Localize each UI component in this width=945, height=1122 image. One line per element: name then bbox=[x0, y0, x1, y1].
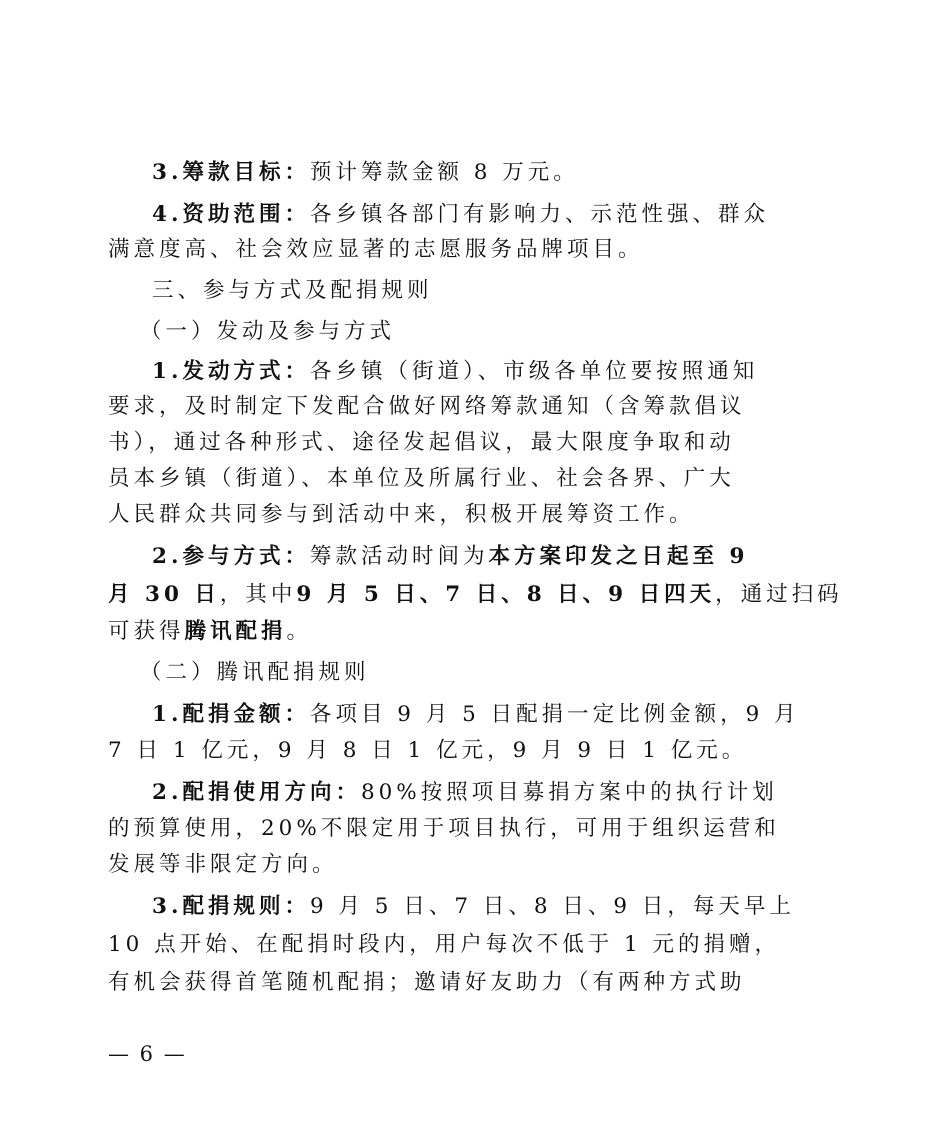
paragraph-line: 有机会获得首笔随机配捐；邀请好友助力（有两种方式助 bbox=[108, 970, 746, 995]
section-heading: 三、参与方式及配捐规则 bbox=[152, 278, 433, 303]
item-text: 。 bbox=[286, 619, 313, 644]
paragraph-line bbox=[0, 158, 945, 188]
item-heading: 3.筹款目标： bbox=[152, 160, 310, 185]
emphasis-text: 9 月 5 日、7 日、8 日、9 日四天 bbox=[296, 582, 716, 607]
item-text: 各乡镇各部门有影响力、示范性强、群众 bbox=[309, 202, 769, 227]
paragraph-line: 人民群众共同参与到活动中来，积极开展筹资工作。 bbox=[108, 502, 695, 527]
paragraph-line: 书），通过各种形式、途径发起倡议，最大限度争取和动 bbox=[108, 430, 735, 455]
paragraph-line: 发展等非限定方向。 bbox=[108, 852, 338, 877]
item-text: 各乡镇（街道）、市级各单位要按照通知 bbox=[309, 359, 759, 384]
paragraph-line: 要求，及时制定下发配合做好网络筹款通知（含筹款倡议 bbox=[108, 394, 746, 419]
paragraph-line bbox=[0, 357, 945, 387]
item-heading: 3.配捐规则： bbox=[152, 894, 310, 919]
item-text: ，其中 bbox=[219, 582, 297, 607]
paragraph-line bbox=[0, 892, 945, 922]
item-text: ，通过扫码 bbox=[715, 582, 843, 607]
item-heading: 2.参与方式： bbox=[152, 544, 310, 569]
emphasis-text: 月 30 日 bbox=[108, 582, 220, 607]
paragraph-line bbox=[0, 778, 945, 808]
paragraph-line: 员本乡镇（街道）、本单位及所属行业、社会各界、广大 bbox=[108, 466, 735, 491]
emphasis-text: 腾讯配捐 bbox=[184, 619, 287, 644]
subsection-heading: （一）发动及参与方式 bbox=[140, 319, 396, 344]
paragraph-line bbox=[0, 200, 945, 230]
paragraph-line bbox=[0, 700, 945, 730]
item-text: 9 月 5 日、7 日、8 日、9 日，每天早上 bbox=[309, 894, 795, 919]
paragraph-line bbox=[0, 580, 901, 610]
paragraph-line: 7 日 1 亿元，9 月 8 日 1 亿元，9 月 9 日 1 亿元。 bbox=[108, 738, 748, 763]
item-heading: 2.配捐使用方向： bbox=[152, 780, 361, 805]
paragraph-line: 10 点开始、在配捐时段内，用户每次不低于 1 元的捐赠， bbox=[108, 932, 781, 957]
paragraph-line: 满意度高、社会效应显著的志愿服务品牌项目。 bbox=[108, 237, 644, 262]
item-text: 各项目 9 月 5 日配捐一定比例金额，9 月 bbox=[309, 702, 800, 727]
emphasis-text: 本方案印发之日起至 9 bbox=[488, 544, 749, 569]
page-number: — 6 — bbox=[108, 1042, 187, 1066]
item-heading: 1.发动方式： bbox=[152, 359, 310, 384]
paragraph-line bbox=[0, 542, 945, 572]
item-heading: 1.配捐金额： bbox=[152, 702, 310, 727]
paragraph-line: 的预算使用，20%不限定用于项目执行，可用于组织运营和 bbox=[108, 816, 780, 841]
item-text: 可获得 bbox=[108, 619, 185, 644]
item-text: 预计筹款金额 8 万元。 bbox=[309, 160, 579, 185]
item-text: 筹款活动时间为 bbox=[309, 544, 489, 569]
paragraph-line bbox=[0, 617, 901, 647]
subsection-heading: （二）腾讯配捐规则 bbox=[140, 660, 370, 685]
item-text: 80%按照项目募捐方案中的执行计划 bbox=[360, 780, 778, 805]
item-heading: 4.资助范围： bbox=[152, 202, 310, 227]
